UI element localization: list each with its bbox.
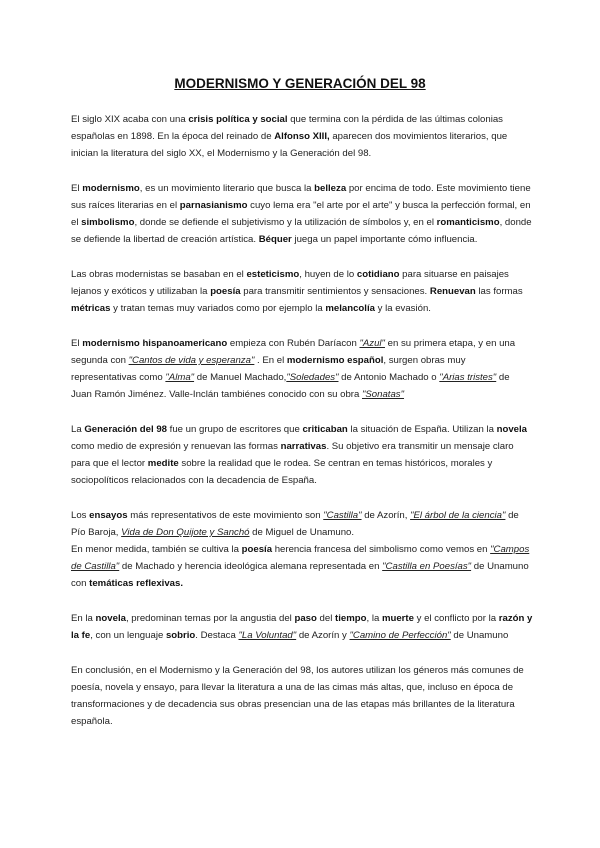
- paragraph-novela: En la novela, predominan temas por la angustia del paso del tiempo, la muerte y el conflicto por la razón y la fe, con un lenguaje sobrio. Destaca "La Voluntad" de Azorín y "Camino de Perfección" de Unamuno: [71, 613, 533, 641]
- document-body: [71, 111, 533, 748]
- paragraph-ensayos: Los ensayos más representativos de este movimiento son "Castilla" de Azorín, "El árbol de la ciencia" de Pío Baroja, Vida de Don Quijote y Sanchó de Miguel de Unamuno.: [71, 510, 519, 538]
- paragraph-poesia: En menor medida, también se cultiva la poesía herencia francesa del simbolismo como vemos en "Campos de Castilla" de Machado y herencia ideológica alemana representada en "Castilla en Poesías" de Unamuno con temáticas reflexivas.: [71, 544, 530, 589]
- paragraph-conclusion: En conclusión, en el Modernismo y la Generación del 98, los autores utilizan los géneros más comunes de poesía, novela y ensayo, para llevar la literatura a una de las cimas más altas, que, incluso en época de transformaciones y de decadencia sus obras presencian una de las etapas más brillantes de la literatura española.: [71, 665, 524, 727]
- paragraph-intro: El siglo XIX acaba con una crisis política y social que termina con la pérdida de las últimas colonias españolas en 1898. En la época del reinado de Alfonso XIII, aparecen dos movimientos literarios, que inician la literatura del siglo XX, el Modernismo y la Generación del 98.: [71, 114, 508, 159]
- paragraph-hispanoamericano: El modernismo hispanoamericano empieza con Rubén Daríacon "Azul" en su primera etapa, y en una segunda con "Cantos de vida y esperanza" . En el modernismo español, surgen obras muy representativas como "Alma" de Manuel Machado,"Soledades" de Antonio Machado o "Arias tristes" de Juan Ramón Jiménez. Valle-Inclán tambiénes conocido con su obra "Sonatas": [71, 338, 516, 400]
- paragraph-generacion-98: La Generación del 98 fue un grupo de escritores que criticaban la situación de España. Utilizan la novela como medio de expresión y renuevan las formas narrativas. Su objetivo era transmitir un mensaje claro para que el lector medite sobre la realidad que le rodea. Se centran en temas históricos, morales y sociopolíticos relacionados con la decadencia de España.: [71, 424, 527, 486]
- document-title: MODERNISMO Y GENERACIÓN DEL 98: [174, 76, 426, 91]
- paragraph-obras-modernistas: Las obras modernistas se basaban en el esteticismo, huyen de lo cotidiano para situarse en paisajes lejanos y exóticos y utilizaban la poesía para transmitir sentimientos y sensaciones. Renuevan las formas métricas y tratan temas muy variados como por ejemplo la melancolía y la evasión.: [71, 269, 523, 314]
- paragraph-modernismo: El modernismo, es un movimiento literario que busca la belleza por encima de todo. Este movimiento tiene sus raíces literarias en el parnasianismo cuyo lema era "el arte por el arte" y busca la perfección formal, en el simbolismo, donde se defiende el subjetivismo y la utilización de símbolos y, en el romanticismo, donde se defiende la libertad de creación artística. Béquer juega un papel importante cómo influencia.: [71, 183, 532, 245]
